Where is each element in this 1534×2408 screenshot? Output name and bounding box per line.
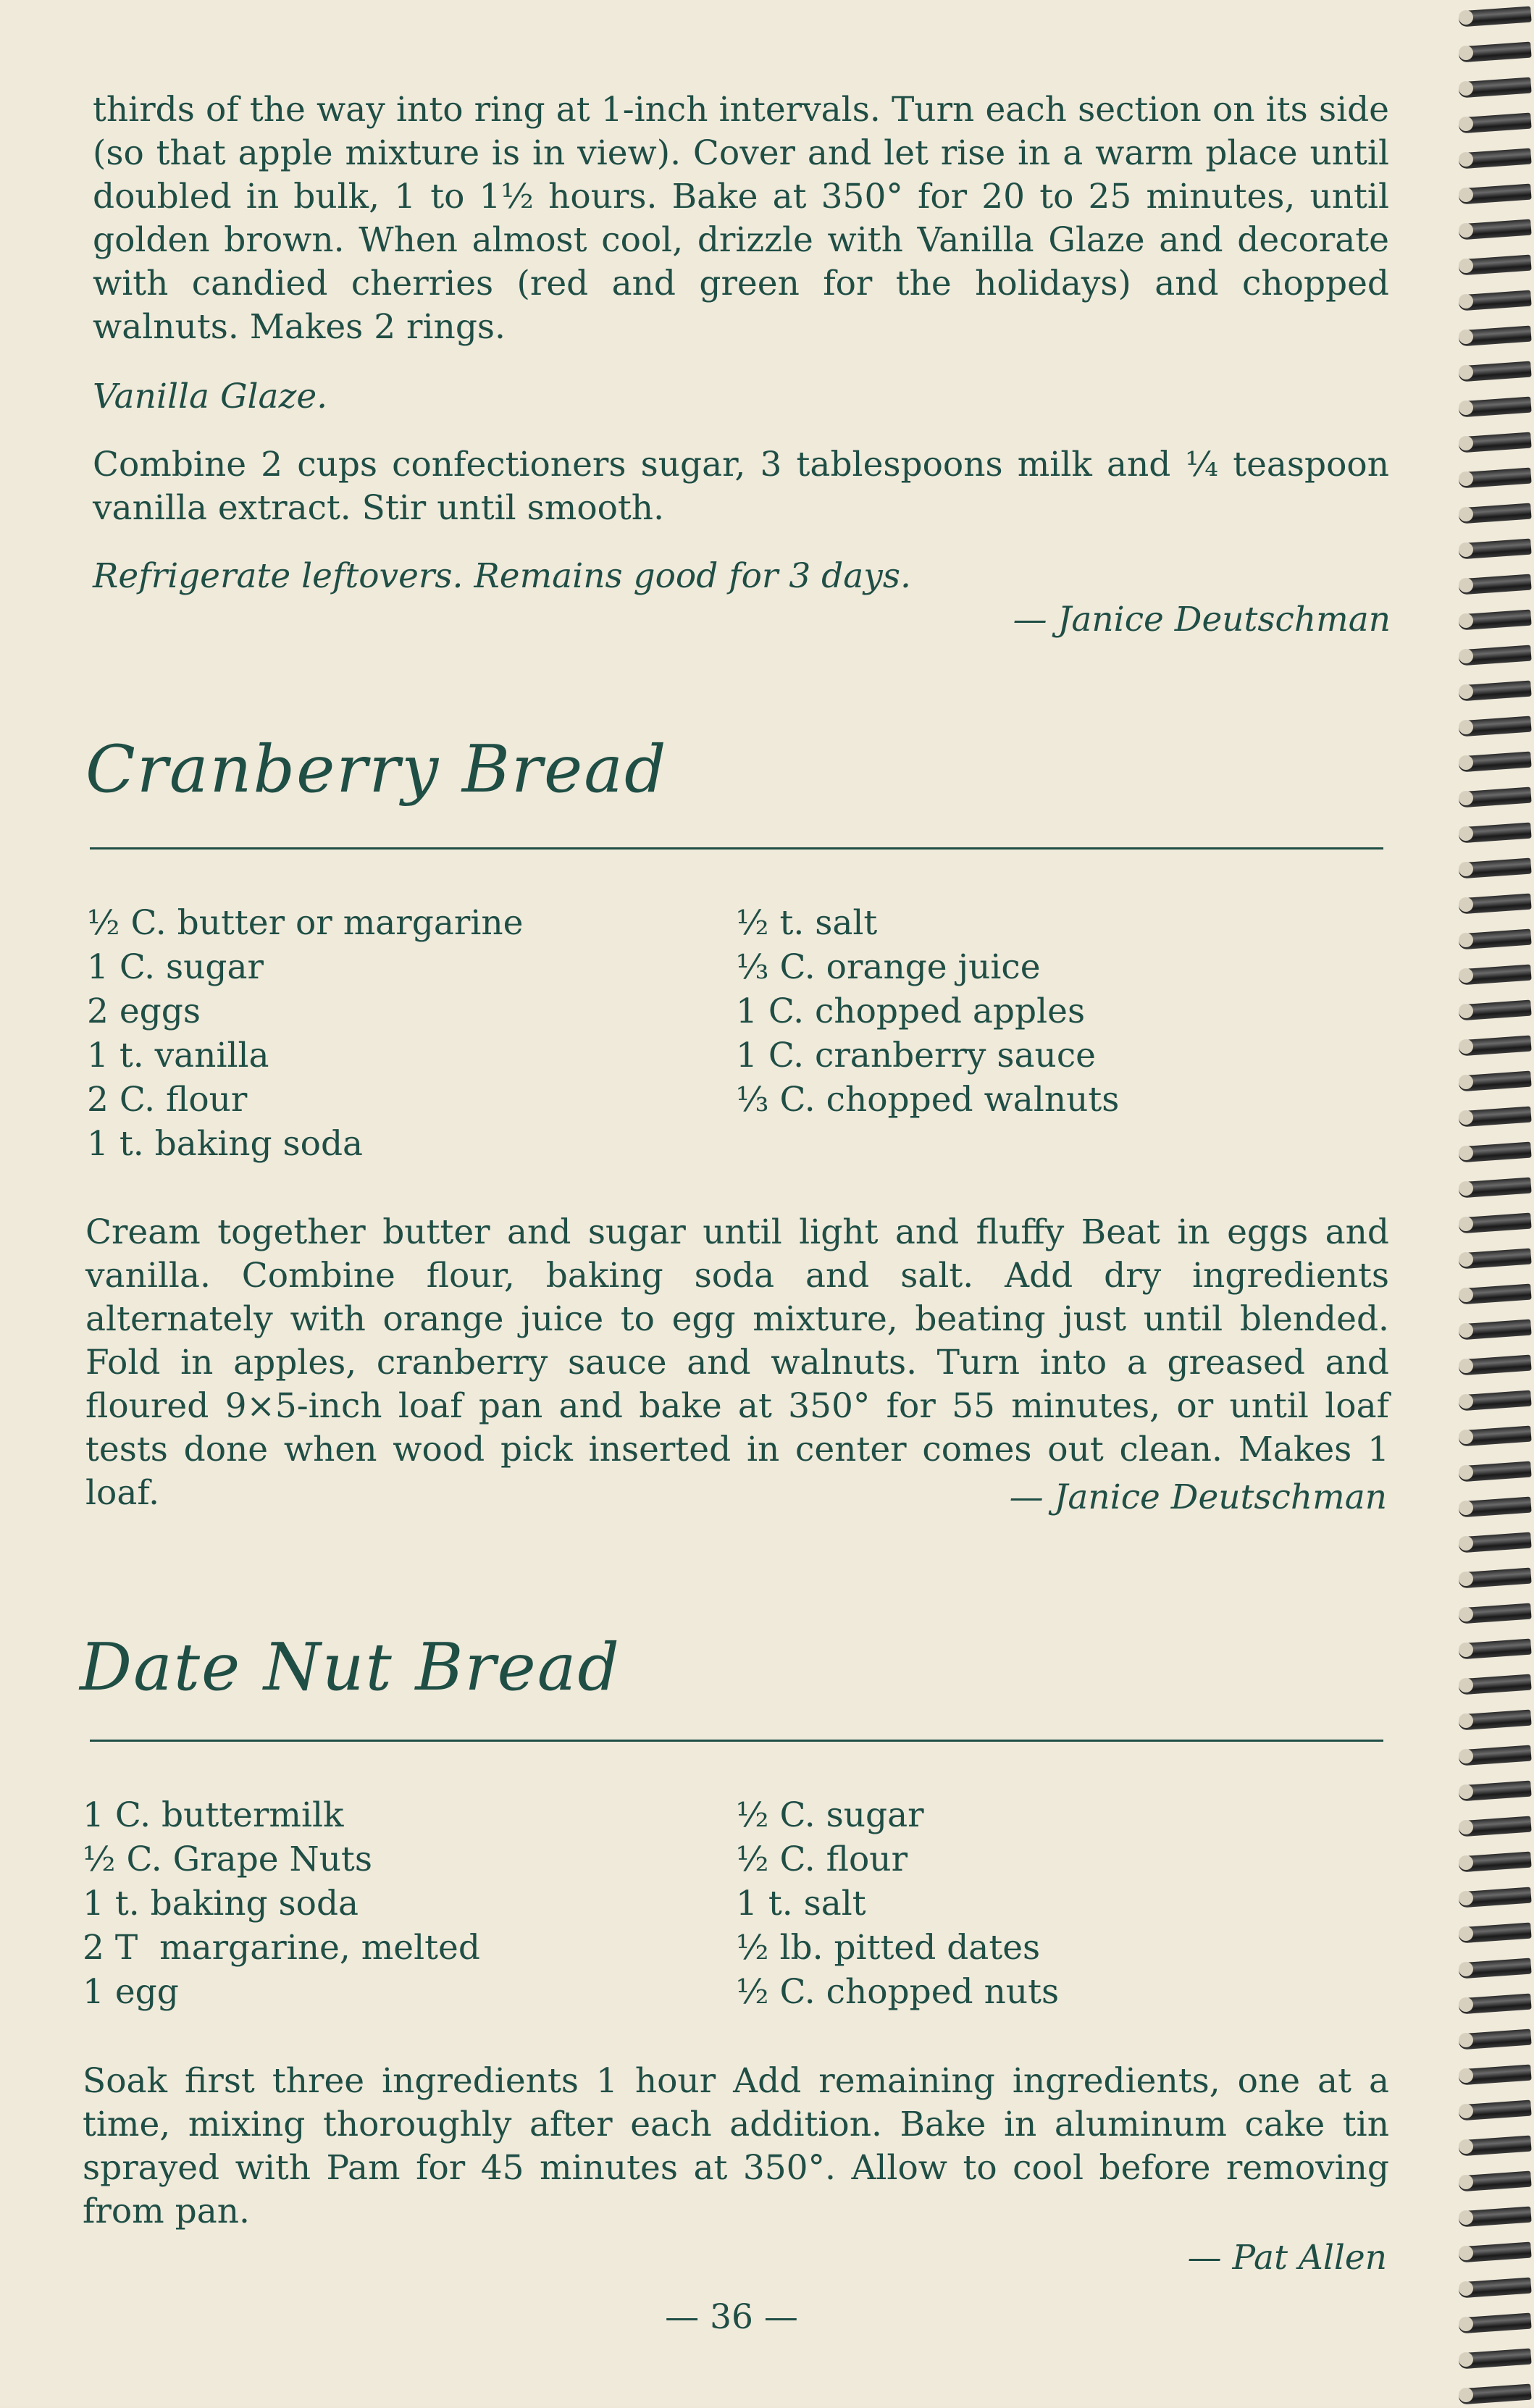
- spiral-ring: [1453, 1712, 1531, 1734]
- cranberry-credit: — Janice Deutschman: [1009, 1477, 1387, 1517]
- spiral-ring: [1453, 1996, 1531, 2018]
- spiral-ring: [1453, 647, 1531, 669]
- page-number: — 36 —: [665, 2297, 798, 2337]
- spiral-ring: [1453, 683, 1531, 705]
- spiral-ring: [1453, 2351, 1531, 2373]
- ingredient: ½ C. sugar: [736, 1795, 924, 1835]
- spiral-ring: [1453, 896, 1531, 918]
- spiral-ring: [1453, 1428, 1531, 1450]
- spiral-ring: [1453, 2386, 1531, 2408]
- spiral-ring: [1453, 1641, 1531, 1663]
- spiral-ring: [1453, 825, 1531, 847]
- spiral-ring: [1453, 612, 1531, 634]
- ingredient: ⅓ C. chopped walnuts: [736, 1080, 1120, 1120]
- ingredient: 2 T margarine, melted: [83, 1928, 480, 1968]
- spiral-ring: [1453, 1038, 1531, 1060]
- spiral-ring: [1453, 505, 1531, 527]
- datenut-title-rule: [90, 1740, 1383, 1742]
- spiral-ring: [1453, 1854, 1531, 1876]
- spiral-ring: [1453, 1570, 1531, 1592]
- ingredient: 1 egg: [83, 1972, 179, 2012]
- spiral-ring: [1453, 1925, 1531, 1947]
- spiral-ring: [1453, 80, 1531, 101]
- intro-paragraph: thirds of the way into ring at 1-inch intervals. Turn each section on its side (so that apple mixture is in view). Cover and let rise in a warm place until doubled in bulk, 1 to 1½ hours. Bake at 350° for 20 to 25 minutes, until golden brown. When almost cool, drizzle with Vanilla Glaze and decorate with candied cherries (red and green for the holidays) and chopped walnuts. Makes 2 rings.: [93, 90, 1389, 347]
- spiral-ring: [1453, 186, 1531, 208]
- ingredient: 1 C. chopped apples: [736, 991, 1086, 1031]
- cranberry-ingredients-right: [736, 901, 1119, 1122]
- spiral-ring: [1453, 860, 1531, 882]
- ingredient: 1 t. salt: [736, 1884, 866, 1924]
- ingredient: ½ C. Grape Nuts: [83, 1839, 372, 1879]
- ingredient: 1 t. vanilla: [87, 1036, 269, 1075]
- spiral-ring: [1453, 364, 1531, 385]
- spiral-binding: [1445, 0, 1534, 2406]
- ingredient: 2 C. flour: [87, 1080, 248, 1120]
- spiral-ring: [1453, 222, 1531, 243]
- spiral-ring: [1453, 2315, 1531, 2337]
- spiral-ring: [1453, 293, 1531, 314]
- ingredient: ½ lb. pitted dates: [736, 1928, 1041, 1968]
- cranberry-title-rule: [90, 847, 1383, 849]
- spiral-ring: [1453, 541, 1531, 563]
- ingredient: ½ C. butter or margarine: [87, 903, 524, 943]
- spiral-ring: [1453, 1748, 1531, 1769]
- spiral-ring: [1453, 1180, 1531, 1201]
- spiral-ring: [1453, 151, 1531, 172]
- spiral-ring: [1453, 257, 1531, 279]
- spiral-ring: [1453, 1499, 1531, 1521]
- spiral-ring: [1453, 1606, 1531, 1627]
- spiral-ring: [1453, 2102, 1531, 2124]
- spiral-ring: [1453, 2173, 1531, 2195]
- spiral-ring: [1453, 9, 1531, 30]
- spiral-ring: [1453, 115, 1531, 137]
- spiral-ring: [1453, 1535, 1531, 1556]
- spiral-ring: [1453, 576, 1531, 598]
- datenut-ingredients-right: [736, 1793, 1059, 2014]
- refrigerate-note: Refrigerate leftovers. Remains good for 3 days.: [93, 556, 911, 596]
- vanilla-glaze-heading: Vanilla Glaze.: [93, 377, 328, 416]
- spiral-ring: [1453, 399, 1531, 421]
- spiral-ring: [1453, 2138, 1531, 2160]
- spiral-ring: [1453, 2067, 1531, 2089]
- datenut-credit: — Pat Allen: [1187, 2238, 1387, 2278]
- ingredient: 2 eggs: [87, 991, 201, 1031]
- spiral-ring: [1453, 328, 1531, 350]
- spiral-ring: [1453, 1889, 1531, 1911]
- spiral-ring: [1453, 1322, 1531, 1343]
- spiral-ring: [1453, 931, 1531, 953]
- intro-credit: — Janice Deutschman: [1013, 600, 1391, 639]
- spiral-ring: [1453, 470, 1531, 492]
- spiral-ring: [1453, 1251, 1531, 1272]
- vanilla-glaze-text: Combine 2 cups confectioners sugar, 3 tablespoons milk and ¼ teaspoon vanilla extract. Stir until smooth.: [93, 445, 1389, 528]
- date-nut-bread-title: Date Nut Bread: [80, 1629, 621, 1706]
- spiral-ring: [1453, 1677, 1531, 1698]
- datenut-ingredients-left: [83, 1793, 480, 2014]
- spiral-ring: [1453, 44, 1531, 66]
- cranberry-directions: Cream together butter and sugar until light and fluffy Beat in eggs and vanilla. Combine flour, baking soda and salt. Add dry ingredients alternately with orange juice to egg mixture, beating just until blended. Fold in apples, cranberry sauce and walnuts. Turn into a greased and floured 9×5-inch loaf pan and bake at 350° for 55 minutes, or until loaf tests done when wood pick inserted in center comes out clean. Makes 1 loaf.: [85, 1212, 1389, 1513]
- ingredient: ⅓ C. orange juice: [736, 947, 1041, 987]
- spiral-ring: [1453, 2031, 1531, 2053]
- spiral-ring: [1453, 1783, 1531, 1805]
- spiral-ring: [1453, 1144, 1531, 1166]
- cranberry-ingredients-left: [87, 901, 523, 1166]
- spiral-ring: [1453, 2209, 1531, 2231]
- spiral-ring: [1453, 1002, 1531, 1024]
- ingredient: 1 C. cranberry sauce: [736, 1036, 1096, 1075]
- spiral-ring: [1453, 2244, 1531, 2266]
- datenut-directions: Soak first three ingredients 1 hour Add remaining ingredients, one at a time, mixing thoroughly after each addition. Bake in aluminum cake tin sprayed with Pam for 45 minutes at 350°. Allow to cool before removing from pan.: [83, 2061, 1389, 2231]
- spiral-ring: [1453, 754, 1531, 776]
- ingredient: 1 C. sugar: [87, 947, 264, 987]
- ingredient: ½ C. flour: [736, 1839, 908, 1879]
- spiral-ring: [1453, 2280, 1531, 2302]
- spiral-ring: [1453, 435, 1531, 456]
- ingredient: 1 C. buttermilk: [83, 1795, 344, 1835]
- spiral-ring: [1453, 1393, 1531, 1414]
- spiral-ring: [1453, 1960, 1531, 1982]
- spiral-ring: [1453, 1818, 1531, 1840]
- ingredient: ½ C. chopped nuts: [736, 1972, 1060, 2012]
- spiral-ring: [1453, 1286, 1531, 1308]
- spiral-ring: [1453, 718, 1531, 740]
- cranberry-bread-title: Cranberry Bread: [85, 731, 668, 807]
- spiral-ring: [1453, 1109, 1531, 1130]
- spiral-ring: [1453, 967, 1531, 989]
- ingredient: 1 t. baking soda: [87, 1124, 364, 1164]
- spiral-ring: [1453, 1215, 1531, 1237]
- spiral-ring: [1453, 1357, 1531, 1379]
- spiral-ring: [1453, 789, 1531, 811]
- ingredient: ½ t. salt: [736, 903, 878, 943]
- spiral-ring: [1453, 1073, 1531, 1095]
- spiral-ring: [1453, 1464, 1531, 1485]
- ingredient: 1 t. baking soda: [83, 1884, 359, 1924]
